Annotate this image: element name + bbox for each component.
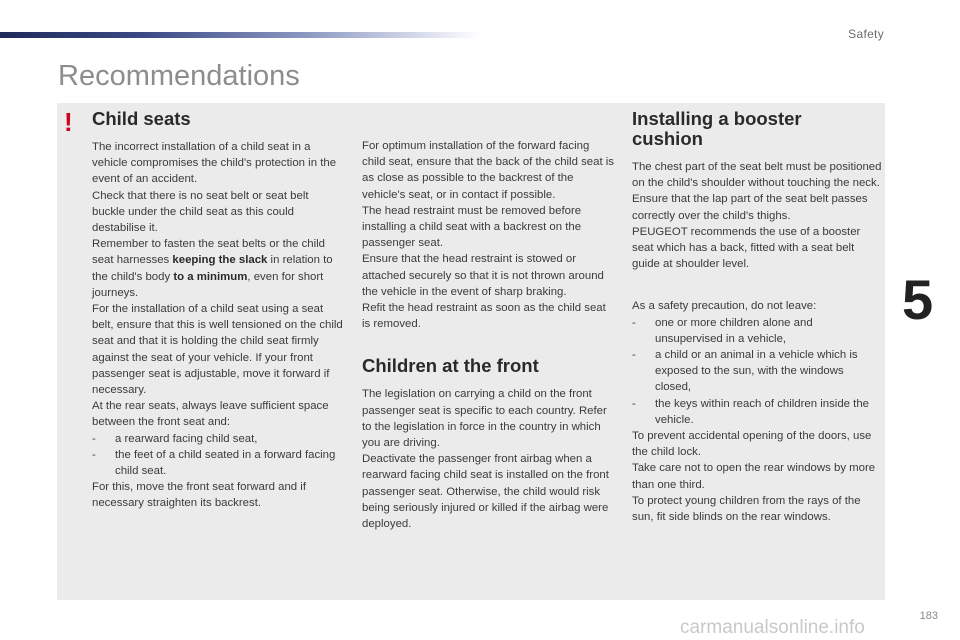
text-run: in relation to the child's body [92, 254, 333, 283]
exclamation-mark-icon: ! [64, 107, 73, 137]
paragraph: To prevent accidental opening of the doors, use the child lock. [632, 430, 872, 459]
list-item-text: the keys within reach of children inside the vehicle. [655, 397, 870, 426]
page-title: Recommendations [58, 60, 300, 92]
text-run: Remember to fasten the seat belts or the child seat harnesses [92, 238, 325, 267]
heading-booster-cushion: Installing a booster cushion [632, 108, 802, 149]
list-item-text: one or more children alone and unsupervised in a vehicle, [655, 316, 813, 345]
paragraph: Check that there is no seat belt or seat belt buckle under the child seat as this could destabilise it. [92, 189, 309, 235]
paragraph: As a safety precaution, do not leave: [632, 300, 817, 313]
column-booster-cushion [632, 109, 882, 525]
paragraph: For the installation of a child seat using a seat belt, ensure that this is well tensioned on the child seat and that it is holding the child seat firmly against the seat of your vehicle. If your front passenger seat is adjustable, move it forward if necessary. [92, 303, 343, 397]
paragraph: The legislation on carrying a child on the front passenger seat is specific to each country. Refer to the legislation in force in the country in which you are driving. [362, 388, 607, 450]
column-child-seats [92, 109, 344, 512]
list-item-text: the feet of a child seated in a forward facing child seat. [115, 448, 336, 478]
paragraph: PEUGEOT recommends the use of a booster seat which has a back, fitted with a seat belt guide at shoulder level. [632, 225, 861, 271]
section-name: Safety [848, 27, 884, 41]
page-number: 183 [919, 610, 938, 622]
paragraph: Ensure that the head restraint is stowed or attached securely so that it is not thrown around the vehicle in the event of sharp braking. [362, 253, 604, 298]
paragraph: To protect young children from the rays of the sun, fit side blinds on the rear windows. [632, 494, 861, 524]
list-item: - one or more children alone and unsupervised in a vehicle, [632, 316, 813, 345]
paragraph: Ensure that the lap part of the seat belt passes correctly over the child's thighs. [632, 193, 868, 222]
emphasis-text: to a minimum [173, 270, 248, 283]
paragraph: Deactivate the passenger front airbag when a rearward facing child seat is installed on the front passenger seat. Otherwise, the child would risk being seriously injured or killed if the airbag were deployed. [362, 453, 609, 531]
heading-child-seats: Child seats [92, 108, 191, 129]
paragraph-seat-belts [92, 236, 344, 301]
list-item-text: a child or an animal in a vehicle which is exposed to the sun, with the windows closed, [655, 349, 858, 394]
paragraph: Take care not to open the rear windows by more than one third. [632, 462, 876, 491]
paragraph: For optimum installation of the forward facing child seat, ensure that the back of the child seat is as close as possible to the backrest of the vehicle's seat, or in contact if possible. [362, 140, 615, 201]
paragraph: At the rear seats, always leave sufficient space between the front seat and: [92, 400, 329, 429]
watermark: carmanualsonline.info [680, 617, 865, 638]
heading-children-at-front: Children at the front [362, 355, 539, 377]
list-item: - a child or an animal in a vehicle which is exposed to the sun, with the windows closed, [632, 349, 858, 394]
emphasis-text: keeping the slack [172, 254, 268, 267]
list-item-text: a rearward facing child seat, [115, 432, 258, 445]
paragraph: The head restraint must be removed before installing a child seat with a backrest on the passenger seat. [362, 204, 582, 250]
list-item: - a rearward facing child seat, [92, 432, 258, 445]
chapter-number: 5 [902, 268, 934, 331]
list-item: - the keys within reach of children inside the vehicle. [632, 397, 870, 426]
text-run: , even for short journeys. [92, 270, 324, 299]
column-head-restraint [362, 138, 614, 532]
paragraph: Refit the head restraint as soon as the child seat is removed. [362, 302, 606, 331]
paragraph: The chest part of the seat belt must be positioned on the child's shoulder without touching the neck. [632, 161, 882, 190]
header-accent-bar [0, 32, 480, 38]
list-item: - the feet of a child seated in a forward facing child seat. [92, 448, 336, 478]
paragraph: The incorrect installation of a child seat in a vehicle compromises the child's protection in the event of an accident. [92, 141, 337, 186]
paragraph: For this, move the front seat forward and if necessary straighten its backrest. [92, 481, 306, 510]
